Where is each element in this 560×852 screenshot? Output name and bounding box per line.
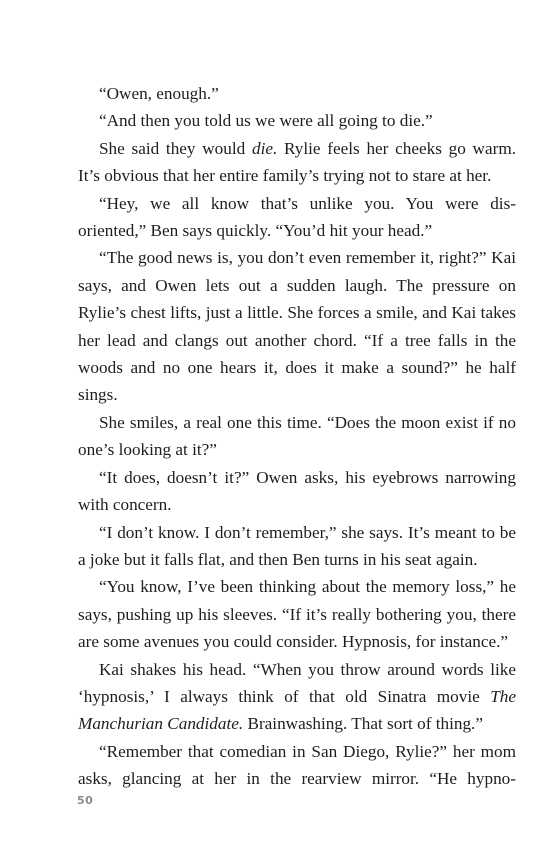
italic-text: die. — [251, 138, 278, 158]
text-run: She smiles, a real one this time. “Does the moon exist if no one’s looking at it?” — [78, 412, 516, 460]
paragraph — [78, 656, 516, 738]
paragraph — [78, 409, 516, 464]
paragraph — [78, 244, 516, 408]
italic-text: The Manchurian Candidate. — [78, 686, 516, 734]
paragraph — [78, 573, 516, 655]
paragraph — [78, 190, 516, 245]
text-run: Rylie feels her cheeks go warm. It’s obvious that her entire family’s trying not to stare at her. — [78, 138, 516, 186]
text-run: “The good news is, you don’t even remember it, right?” Kai says, and Owen lets out a sudden laugh. The pressure on Rylie’s chest lifts, just a little. She forces a smile, and Kai takes her lead and clangs out another chord. “If a tree falls in the woods and no one hears it, does it make a sound?” he half sings. — [78, 248, 516, 405]
text-run: “It does, doesn’t it?” Owen asks, his eyebrows narrowing with concern. — [78, 467, 516, 515]
text-run: “Hey, we all know that’s unlike you. You were dis-oriented,” Ben says quickly. “You’d hit your head.” — [78, 193, 516, 241]
text-run: “I don’t know. I don’t remember,” she says. It’s meant to be a joke but it falls flat, and then Ben turns in his seat again. — [78, 522, 516, 569]
paragraph — [78, 738, 516, 793]
paragraph — [78, 464, 516, 519]
text-run: Brainwashing. That sort of thing.” — [243, 714, 483, 734]
text-run: Kai shakes his head. “When you throw around words like ‘hypnosis,’ I always think of that old Sinatra movie — [78, 659, 516, 706]
paragraph — [78, 135, 516, 190]
text-run: “And then you told us we were all going to die.” — [99, 111, 433, 131]
text-run: “Remember that comedian in San Diego, Rylie?” her mom asks, glancing at her in the rearview mirror. “He hypno- — [78, 741, 516, 789]
text-run: She said they would — [99, 138, 252, 158]
paragraph — [78, 519, 516, 574]
text-run: “Owen, enough.” — [99, 84, 219, 103]
paragraph — [78, 107, 516, 134]
paragraph — [78, 80, 516, 107]
body-text — [78, 80, 516, 793]
text-run: “You know, I’ve been thinking about the memory loss,” he says, pushing up his sleeves. “If it’s really bothering you, there are some avenues you could consider. Hypnosis, for instance.” — [78, 577, 516, 652]
page-number: 50 — [77, 794, 94, 807]
